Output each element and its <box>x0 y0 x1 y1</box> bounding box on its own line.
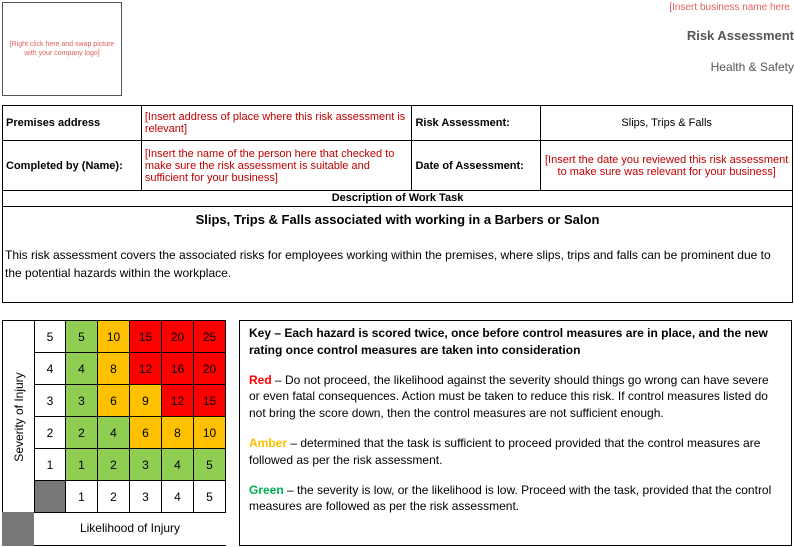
key-green-text: – the severity is low, or the likelihood is low. Proceed with the task, provided that the control measures are followed as per the risk assessment. <box>249 482 772 514</box>
risk-score-cell: 5 <box>194 449 226 481</box>
matrix-corner <box>2 512 34 546</box>
key-title: Key – Each hazard is scored twice, once before control measures are in place, and the new rating once control measures are taken into consideration <box>249 326 768 357</box>
risk-score-cell: 2 <box>66 417 98 449</box>
premises-label: Premises address <box>3 106 142 141</box>
risk-score-cell: 15 <box>194 385 226 417</box>
severity-label: 3 <box>34 385 66 417</box>
description-box <box>2 207 793 303</box>
key-amber <box>249 435 782 469</box>
risk-score-cell: 4 <box>66 353 98 385</box>
risk-score-cell: 10 <box>98 321 130 353</box>
severity-axis <box>2 320 34 512</box>
premises-value[interactable]: [Insert address of place where this risk assessment is relevant] <box>141 106 412 141</box>
severity-axis-label: Severity of Injury <box>11 371 26 462</box>
risk-score-cell: 15 <box>130 321 162 353</box>
date-value[interactable]: [Insert the date you reviewed this risk assessment to make sure was relevant for your business] <box>541 141 793 191</box>
document-subtitle: Health & Safety <box>710 60 794 74</box>
severity-label: 4 <box>34 353 66 385</box>
risk-score-cell: 10 <box>194 417 226 449</box>
description-header: Description of Work Task <box>2 190 793 207</box>
date-label: Date of Assessment: <box>412 141 541 191</box>
risk-matrix <box>2 320 228 547</box>
company-logo-placeholder[interactable] <box>2 2 122 96</box>
likelihood-label: 2 <box>98 481 130 513</box>
severity-label: 5 <box>34 321 66 353</box>
risk-score-cell: 6 <box>98 385 130 417</box>
key-red-text: – Do not proceed, the likelihood against the severity should things go wrong can have severe or even fatal consequences. Action must be taken to reduce this risk. If control measures listed do not bring the score down, then the control measures are not sufficient enough. <box>249 372 769 421</box>
document-title: Risk Assessment <box>686 28 794 43</box>
risk-matrix-grid <box>34 320 226 513</box>
risk-score-cell: 8 <box>98 353 130 385</box>
key-amber-text: – determined that the task is sufficient to proceed provided that the control measures are followed as per the risk assessment. <box>249 435 761 467</box>
risk-score-cell: 20 <box>194 353 226 385</box>
table-row <box>3 106 793 141</box>
risk-score-cell: 6 <box>130 417 162 449</box>
risk-score-cell: 8 <box>162 417 194 449</box>
risk-score-cell: 16 <box>162 353 194 385</box>
matrix-blank-cell <box>34 481 66 513</box>
assessment-value[interactable]: Slips, Trips & Falls <box>541 106 793 141</box>
likelihood-axis-label: Likelihood of Injury <box>34 512 226 546</box>
description-text[interactable]: This risk assessment covers the associated risks for employees working within the premises, where slips, trips and falls can be prominent due to the potential hazards within the workplace. <box>5 248 771 280</box>
business-name-placeholder[interactable]: [Insert business name here <box>669 2 790 13</box>
likelihood-label: 1 <box>66 481 98 513</box>
risk-key-box <box>239 320 792 546</box>
risk-score-cell: 12 <box>130 353 162 385</box>
table-row <box>3 141 793 191</box>
risk-score-cell: 9 <box>130 385 162 417</box>
description-title: Slips, Trips & Falls associated with working in a Barbers or Salon <box>195 212 600 227</box>
completed-by-value[interactable]: [Insert the name of the person here that checked to make sure the risk assessment is suitable and sufficient for your business] <box>141 141 412 191</box>
risk-score-cell: 20 <box>162 321 194 353</box>
risk-score-cell: 2 <box>98 449 130 481</box>
key-red-word: Red <box>249 372 272 387</box>
likelihood-label: 5 <box>194 481 226 513</box>
logo-placeholder-text: [Right click here and swap picture with your company logo] <box>9 40 115 57</box>
likelihood-label: 4 <box>162 481 194 513</box>
severity-label: 2 <box>34 417 66 449</box>
risk-score-cell: 12 <box>162 385 194 417</box>
risk-score-cell: 3 <box>66 385 98 417</box>
risk-score-cell: 5 <box>66 321 98 353</box>
completed-by-label: Completed by (Name): <box>3 141 142 191</box>
assessment-label: Risk Assessment: <box>412 106 541 141</box>
risk-score-cell: 3 <box>130 449 162 481</box>
risk-score-cell: 4 <box>162 449 194 481</box>
risk-score-cell: 25 <box>194 321 226 353</box>
likelihood-label: 3 <box>130 481 162 513</box>
assessment-info-table <box>2 105 793 191</box>
risk-score-cell: 4 <box>98 417 130 449</box>
key-red <box>249 372 782 422</box>
risk-score-cell: 1 <box>66 449 98 481</box>
key-green-word: Green <box>249 482 284 497</box>
key-amber-word: Amber <box>249 435 288 450</box>
key-green <box>249 482 782 516</box>
severity-label: 1 <box>34 449 66 481</box>
